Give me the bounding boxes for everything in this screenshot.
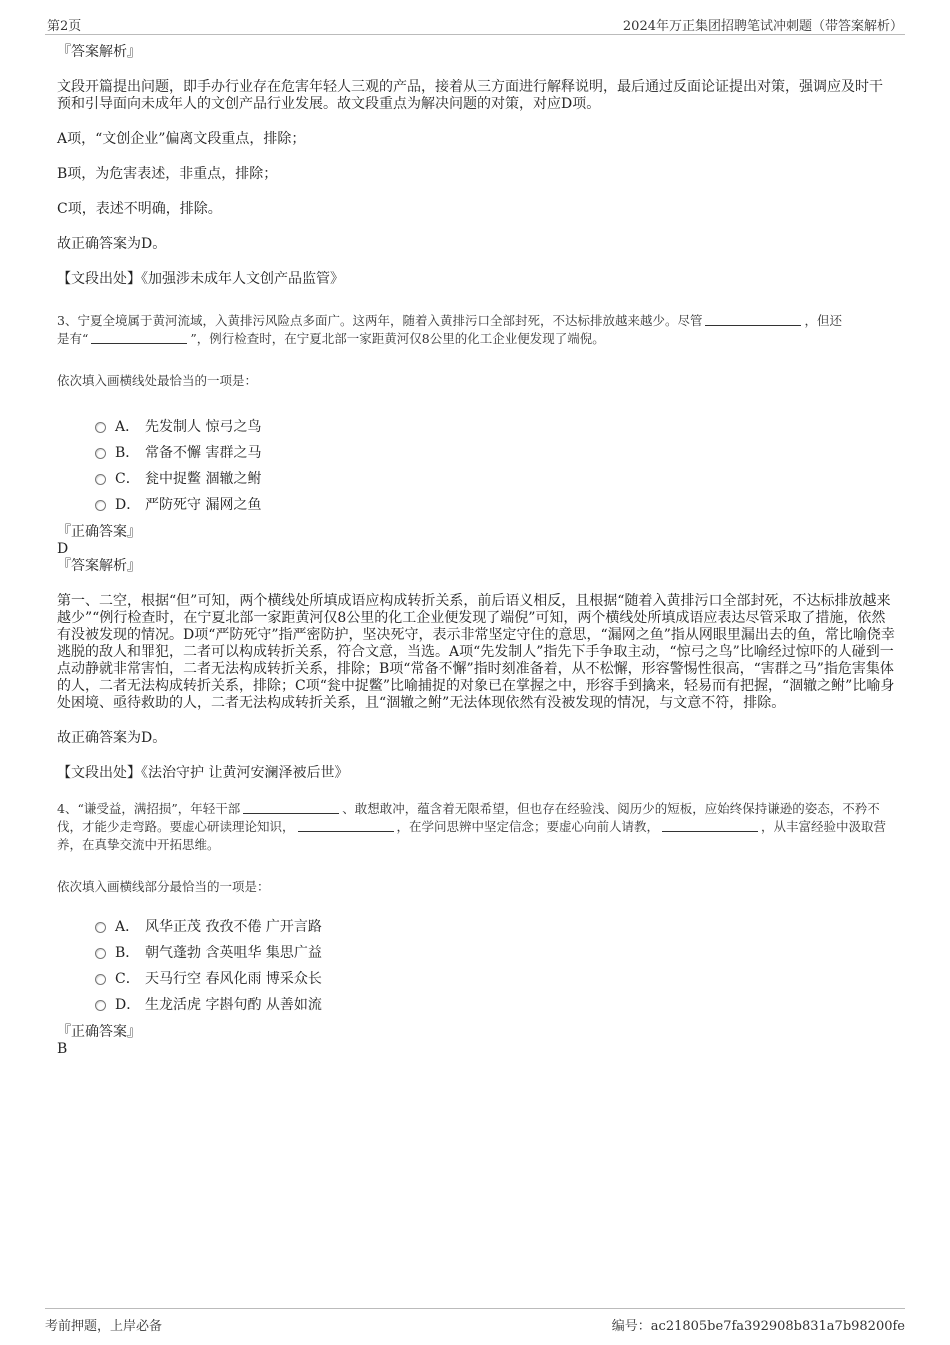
document-id: 编号：ac21805be7fa392908b831a7b98200fe <box>611 1319 905 1334</box>
radio-icon[interactable] <box>95 422 106 433</box>
page-number: 第2页 <box>47 19 82 34</box>
option-b[interactable]: B． 常备不懈 害群之马 <box>95 440 895 466</box>
question-instruction: 依次填入画横线处最恰当的一项是： <box>57 373 258 388</box>
radio-icon[interactable] <box>95 448 106 459</box>
source-citation: 【文段出处】《法治守护 让黄河安澜泽被后世》 <box>57 765 349 781</box>
radio-icon[interactable] <box>95 500 106 511</box>
document-title: 2024年万正集团招聘笔试冲刺题（带答案解析） <box>622 19 903 34</box>
blank-line <box>298 819 394 832</box>
analysis-text: 第一、二空，根据“但”可知，两个横线处所填成语应构成转折关系，前后语义相反，且根据“随着入黄排污口全部封死，不达标排放越来越少”“例行检查时，在宁夏北部一家距黄河仅8公里的化工企业便发现了端倪”可知，两个横线处所填成语应表达尽管采取了措施，依然有没被发现的情况。D项“严防死守”指严密防护，坚决死守，表示非常坚定守住的意思，“漏网之鱼”指从网眼里漏出去的鱼，常比喻侥幸逃脱的敌人和罪犯，二者可以构成转折关系，符合文意，当选。A项“先发制人”指先下手争取主动，“惊弓之鸟”比喻经过惊吓的人碰到一点动静就非常害怕，二者无法构成转折关系，排除；B项“常备不懈”指时刻准备着，从不松懈，形容警惕性很高，“害群之马”指危害集体的人，二者无法构成转折关系，排除；C项“瓮中捉鳖”比喻捕捉的对象已在掌握之中，形容手到擒来，轻易而有把握，“涸辙之鲋”比喻身处困境、亟待救助的人，二者无法构成转折关系，且“涸辙之鲋”无法体现依然有没被发现的情况，与文意不符，排除。 <box>57 593 895 711</box>
radio-icon[interactable] <box>95 922 106 933</box>
question-instruction: 依次填入画横线部分最恰当的一项是： <box>57 879 270 894</box>
correct-answer: D <box>57 541 69 557</box>
analysis-point: B项，为危害表述，非重点，排除； <box>57 166 278 182</box>
analysis-text: 文段开篇提出问题，即手办行业存在危害年轻人三观的产品，接着从三方面进行解释说明，最后通过反面论证提出对策，强调应及时干预和引导面向未成年人的文创产品行业发展。故文段重点为解决问题的对策，对应D项。 <box>57 79 883 112</box>
radio-icon[interactable] <box>95 948 106 959</box>
radio-icon[interactable] <box>95 1000 106 1011</box>
page-content <box>57 44 895 1058</box>
page-footer <box>45 1308 905 1333</box>
question-4-stem: 4、“谦受益，满招损”，年轻干部 、敢想敢冲，蕴含着无限希望，但也存在经验浅、阅历少的短板，应始终保持谦逊的姿态，不矜不伐，才能少走弯路。要虚心研读理论知识， ，在学问思辨中坚定信念；要虚心向前人请教， ，从丰富经验中汲取营养，在真挚交流中开拓思维。 <box>57 801 887 852</box>
blank-line <box>243 801 339 814</box>
answer-conclusion: 故正确答案为D。 <box>57 730 167 746</box>
radio-icon[interactable] <box>95 974 106 985</box>
option-c[interactable]: C． 天马行空 春风化雨 博采众长 <box>95 966 895 992</box>
answer-heading: 『正确答案』 <box>57 524 141 540</box>
question-3-stem: 3、宁夏全境属于黄河流域，入黄排污风险点多面广。这两年，随着入黄排污口全部封死，不达标排放越来越少。尽管 ，但还 是有“ ”，例行检查时，在宁夏北部一家距黄河仅8公里的化工企业便发现了端倪。 <box>57 313 842 346</box>
analysis-point: A项，“文创企业”偏离文段重点，排除； <box>57 131 306 147</box>
blank-line <box>91 331 187 344</box>
option-b[interactable]: B． 朝气蓬勃 含英咀华 集思广益 <box>95 940 895 966</box>
option-c[interactable]: C． 瓮中捉鳖 涸辙之鲋 <box>95 466 895 492</box>
option-d[interactable]: D． 生龙活虎 字斟句酌 从善如流 <box>95 992 895 1018</box>
option-a[interactable]: A． 风华正茂 孜孜不倦 广开言路 <box>95 914 895 940</box>
correct-answer: B <box>57 1041 68 1057</box>
page-header <box>45 14 905 35</box>
blank-line <box>705 313 801 326</box>
option-a[interactable]: A． 先发制人 惊弓之鸟 <box>95 414 895 440</box>
analysis-heading: 『答案解析』 <box>57 44 141 60</box>
question-3-options <box>95 414 895 518</box>
analysis-heading: 『答案解析』 <box>57 558 141 574</box>
source-citation: 【文段出处】《加强涉未成年人文创产品监管》 <box>57 271 344 287</box>
footer-slogan: 考前押题，上岸必备 <box>45 1319 163 1334</box>
radio-icon[interactable] <box>95 474 106 485</box>
option-d[interactable]: D． 严防死守 漏网之鱼 <box>95 492 895 518</box>
analysis-point: C项，表述不明确，排除。 <box>57 201 222 217</box>
answer-heading: 『正确答案』 <box>57 1024 141 1040</box>
blank-line <box>662 819 758 832</box>
question-4-options <box>95 914 895 1018</box>
answer-conclusion: 故正确答案为D。 <box>57 236 167 252</box>
